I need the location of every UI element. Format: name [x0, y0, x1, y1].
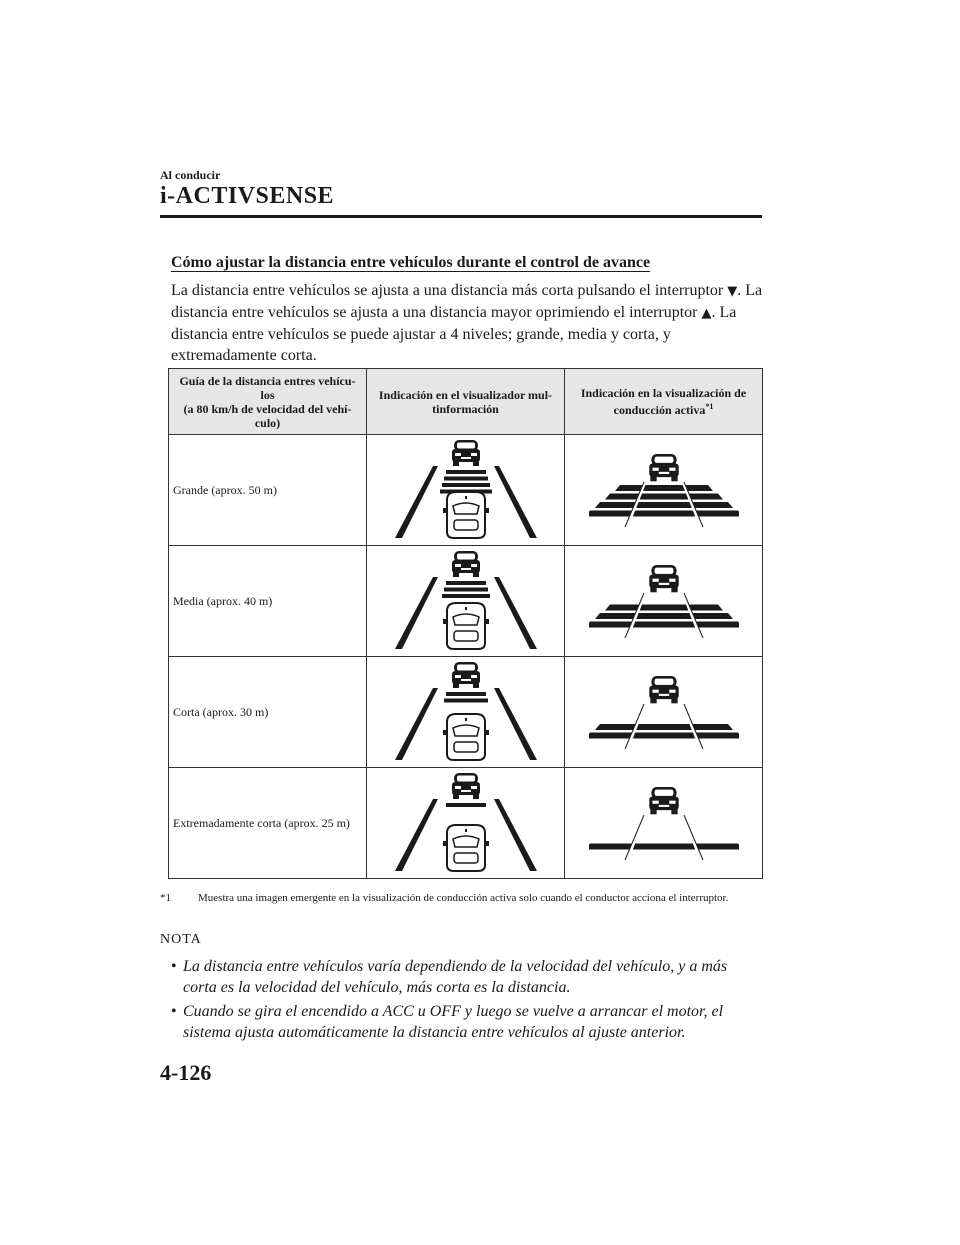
car-icon [452, 773, 480, 799]
multi-info-display-graphic [391, 549, 541, 653]
car-icon [452, 440, 480, 466]
distance-bar [442, 483, 490, 487]
distance-label: Extremadamente corta (aprox. 25 m) [169, 768, 367, 879]
note-item [171, 1001, 761, 1043]
distance-bar [444, 588, 488, 592]
footnote-mark: *1 [160, 892, 171, 904]
header-col2-line2: tinformación [432, 401, 499, 416]
car-icon [649, 454, 678, 481]
section-title: i-ACTIVSENSE [160, 183, 335, 209]
footnote-text: Muestra una imagen emergente en la visualización de conducción activa solo cuando el conductor acciona el interruptor. [198, 892, 729, 904]
distance-bar [589, 733, 739, 739]
lane-line-right [494, 466, 537, 538]
lane-line-right [494, 799, 537, 871]
lane-line-left [395, 466, 438, 538]
distance-bar [446, 803, 486, 807]
lane-line-left [395, 688, 438, 760]
distance-bar [446, 470, 486, 474]
distance-label: Grande (aprox. 50 m) [169, 435, 367, 546]
active-driving-display-graphic [589, 783, 739, 863]
active-driving-display-cell [565, 546, 763, 657]
own-car-icon [443, 603, 489, 649]
active-driving-display-cell [565, 657, 763, 768]
subheading: Cómo ajustar la distancia entre vehículos durante el control de avance [171, 254, 651, 271]
breadcrumb: Al conducir [160, 168, 221, 182]
distance-label: Media (aprox. 40 m) [169, 546, 367, 657]
header-col1-line4: culo) [254, 415, 281, 430]
active-driving-display-cell [565, 768, 763, 879]
header-col3-footnote-mark: *1 [705, 402, 714, 411]
lane-line-left [395, 799, 438, 871]
title-divider [160, 215, 762, 218]
note-list [171, 956, 761, 1046]
distance-bar [595, 502, 733, 508]
paragraph-text-2: . La distancia entre vehículos se ajusta a una distancia mayor oprimiendo el interruptor [171, 282, 763, 321]
bullet-icon: • [171, 1003, 177, 1020]
car-icon [649, 787, 678, 814]
multi-info-display-graphic [391, 438, 541, 542]
active-driving-display-graphic [589, 672, 739, 752]
car-icon [649, 565, 678, 592]
lane-line-right [494, 688, 537, 760]
paragraph-text-1: La distancia entre vehículos se ajusta a una distancia más corta pulsando el interruptor [171, 282, 728, 299]
note-heading: NOTA [160, 932, 202, 947]
lane-line-left [395, 577, 438, 649]
header-col1-line3: (a 80 km/h de velocidad del vehí- [183, 401, 352, 416]
multi-info-display-graphic [391, 771, 541, 875]
distance-bar [589, 511, 739, 517]
own-car-icon [443, 492, 489, 538]
own-car-icon [443, 825, 489, 871]
active-driving-display-cell [565, 435, 763, 546]
up-switch-icon: ▲ [701, 306, 712, 321]
table-row [169, 546, 763, 657]
own-car-icon [443, 714, 489, 760]
table-row [169, 435, 763, 546]
down-switch-icon: ▼ [727, 284, 738, 299]
header-col1-line2: los [260, 387, 275, 402]
table-row [169, 657, 763, 768]
header-distance-guide [169, 369, 367, 435]
distance-bar [605, 494, 723, 500]
header-col3-line2: conducción activa [613, 403, 706, 417]
distance-bar [615, 485, 713, 491]
lane-line-right [683, 815, 701, 860]
distance-label: Corta (aprox. 30 m) [169, 657, 367, 768]
header-multi-info-display [367, 369, 565, 435]
distance-bar [444, 699, 488, 703]
car-icon [452, 662, 480, 688]
multi-info-display-cell [367, 435, 565, 546]
distance-table [168, 368, 763, 879]
intro-paragraph [171, 280, 765, 366]
multi-info-display-cell [367, 546, 565, 657]
bullet-icon: • [171, 958, 177, 975]
distance-bar [589, 622, 739, 628]
multi-info-display-cell [367, 768, 565, 879]
note-text: La distancia entre vehículos varía dependiendo de la velocidad del vehículo, y a más corta es la velocidad del vehículo, más corta es la distancia. [183, 958, 728, 996]
multi-info-display-graphic [391, 660, 541, 764]
active-driving-display-graphic [589, 450, 739, 530]
paragraph-text-3: . La distancia entre vehículos se puede ajustar a 4 niveles; grande, media y corta, y extremadamente corta. [171, 304, 737, 364]
lane-line-left [627, 815, 645, 860]
multi-info-display-cell [367, 657, 565, 768]
distance-bar [595, 613, 733, 619]
header-col2-line1: Indicación en el visualizador mul- [378, 387, 553, 402]
car-icon [452, 551, 480, 577]
table-row [169, 768, 763, 879]
distance-bar [595, 724, 733, 730]
distance-bar [442, 594, 490, 598]
distance-bar [446, 581, 486, 585]
distance-bar [589, 844, 739, 850]
header-col3-line1: Indicación en la visualización de [580, 386, 747, 400]
distance-bar [444, 477, 488, 481]
header-col1-line1: Guía de la distancia entres vehícu- [179, 373, 356, 388]
note-text: Cuando se gira el encendido a ACC u OFF y luego se vuelve a arrancar el motor, el sistema ajusta automáticamente la distancia entre vehículos al ajuste anterior. [183, 1003, 724, 1041]
active-driving-display-graphic [589, 561, 739, 641]
table-header-row [169, 369, 763, 435]
lane-line-right [494, 577, 537, 649]
page-number: 4-126 [160, 1060, 212, 1085]
header-active-driving-display [565, 369, 763, 435]
note-item [171, 956, 761, 998]
car-icon [649, 676, 678, 703]
distance-bar [446, 692, 486, 696]
distance-bar [605, 605, 723, 611]
